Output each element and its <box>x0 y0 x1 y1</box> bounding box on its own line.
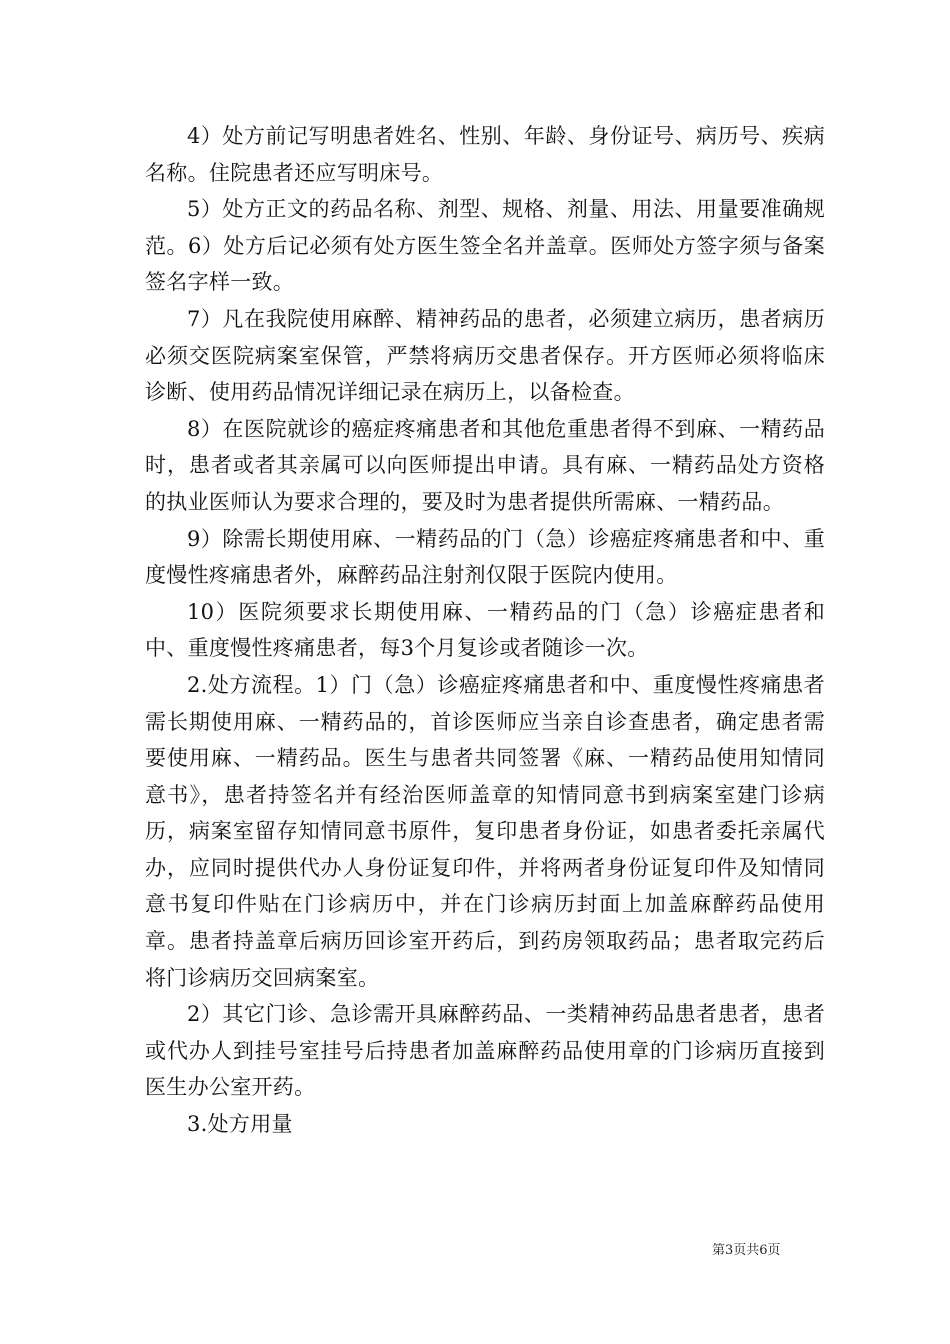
paragraph-item-9: 9）除需长期使用麻、一精药品的门（急）诊癌症疼痛患者和中、重度慢性疼痛患者外，麻醉药品注射剂仅限于医院内使用。 <box>145 526 825 588</box>
paragraph-item-5-6: 5）处方正文的药品名称、剂型、规格、剂量、用法、用量要准确规范。6）处方后记必须有处方医生签全名并盖章。医师处方签字须与备案签名字样一致。 <box>145 197 825 295</box>
paragraph-other-outpatient: 2）其它门诊、急诊需开具麻醉药品、一类精神药品患者患者，患者或代办人到挂号室挂号后持患者加盖麻醉药品使用章的门诊病历直接到医生办公室开药。 <box>145 1002 825 1100</box>
page-number-footer: 第3页共6页 <box>712 1243 781 1258</box>
paragraph-item-4: 4）处方前记写明患者姓名、性别、年龄、身份证号、病历号、疾病名称。住院患者还应写明床号。 <box>145 124 825 185</box>
paragraph-item-8: 8）在医院就诊的癌症疼痛患者和其他危重患者得不到麻、一精药品时，患者或者其亲属可以向医师提出申请。具有麻、一精药品处方资格的执业医师认为要求合理的，要及时为患者提供所需麻、一精药品。 <box>145 416 825 514</box>
section-heading-prescription-dosage: 3.处方用量 <box>187 1112 293 1137</box>
paragraph-item-7: 7）凡在我院使用麻醉、精神药品的患者，必须建立病历，患者病历必须交医院病案室保管，严禁将病历交患者保存。开方医师必须将临床诊断、使用药品情况详细记录在病历上，以备检查。 <box>145 306 825 405</box>
paragraph-item-10: 10）医院须要求长期使用麻、一精药品的门（急）诊癌症患者和中、重度慢性疼痛患者，每3个月复诊或者随诊一次。 <box>145 599 825 661</box>
document-body <box>145 118 825 1143</box>
paragraph-prescription-process: 2.处方流程。1）门（急）诊癌症疼痛患者和中、重度慢性疼痛患者需长期使用麻、一精药品的，首诊医师应当亲自诊查患者，确定患者需要使用麻、一精药品。医生与患者共同签署《麻、一精药品使用知情同意书》，患者持签名并有经治医师盖章的知情同意书到病案室建门诊病历，病案室留存知情同意书原件，复印患者身份证，如患者委托亲属代办，应同时提供代办人身份证复印件，并将两者身份证复印件及知情同意书复印件贴在门诊病历中，并在门诊病历封面上加盖麻醉药品使用章。患者持盖章后病历回诊室开药后，到药房领取药品；患者取完药后将门诊病历交回病案室。 <box>145 672 825 990</box>
